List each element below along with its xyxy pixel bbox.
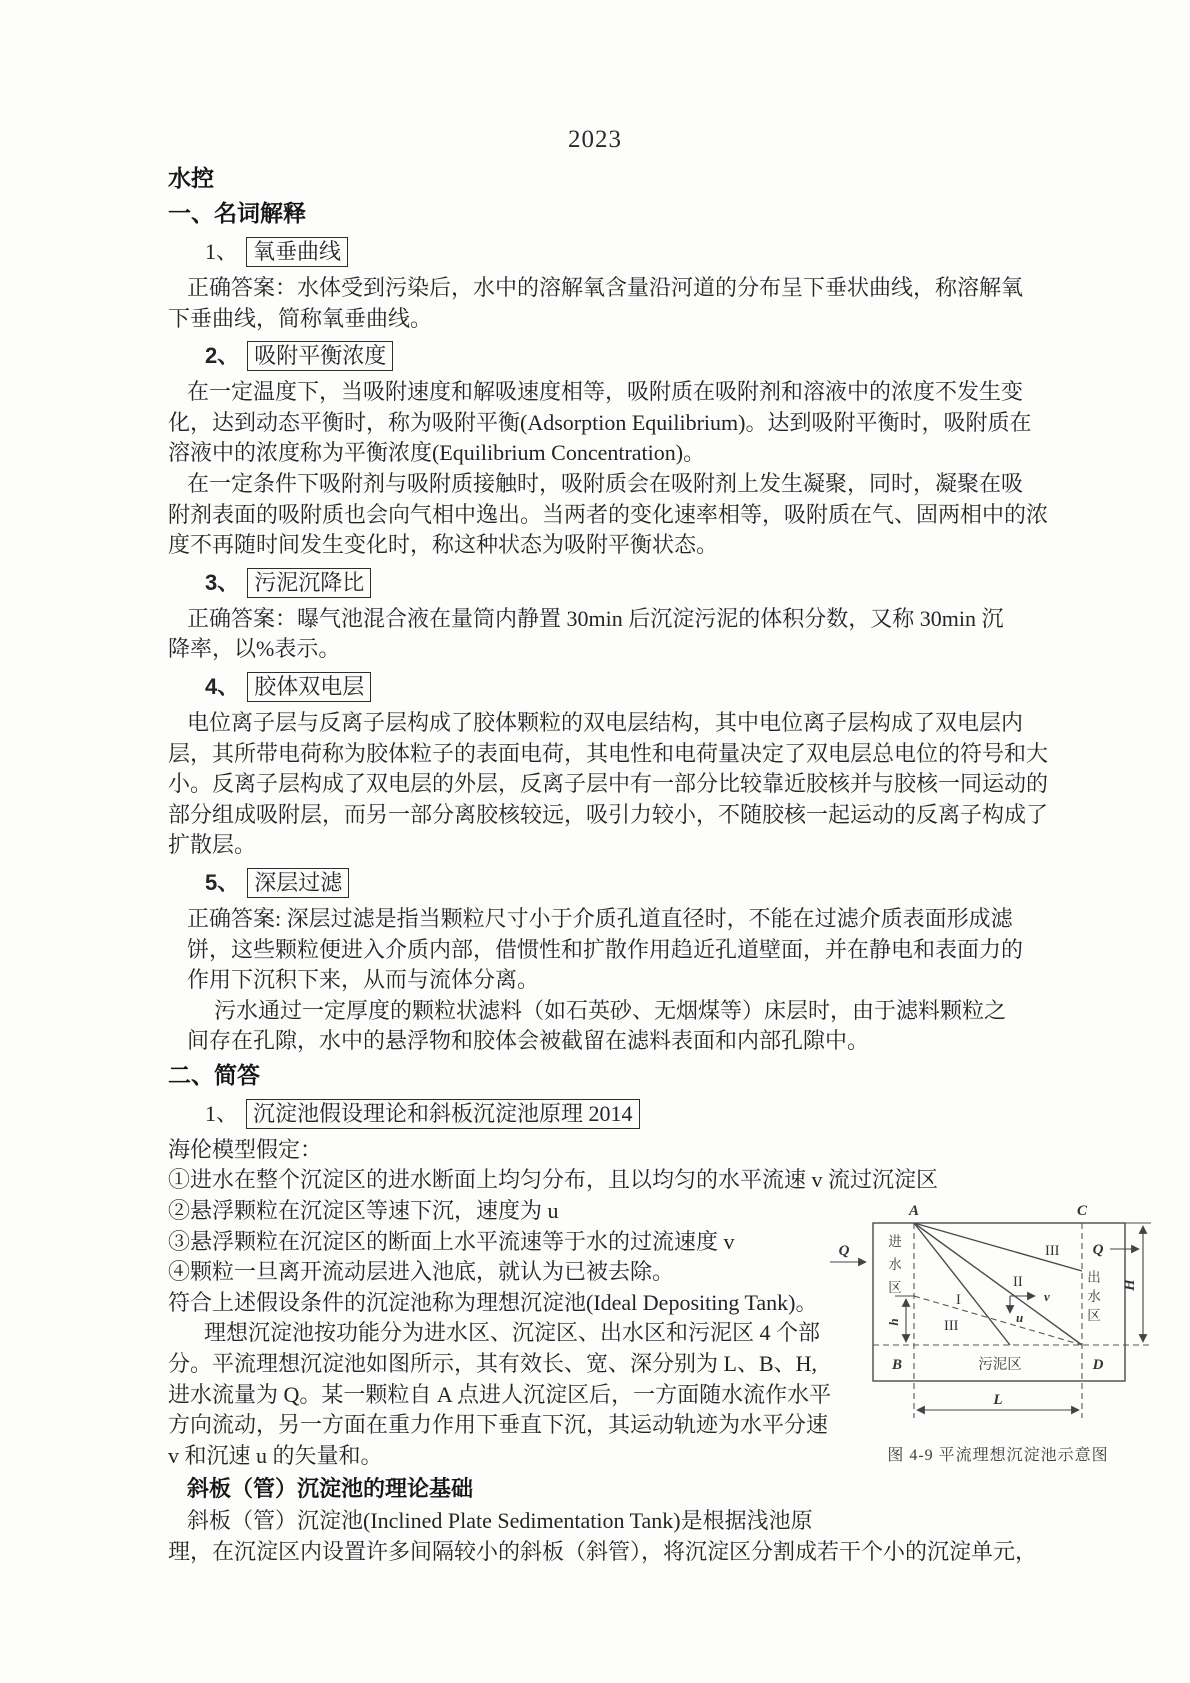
text-line: 分。平流理想沉淀池如图所示，其有效长、宽、深分别为 L、B、H, <box>168 1351 818 1377</box>
boxed-term: 氧垂曲线 <box>246 237 348 267</box>
text-line: 斜板（管）沉淀池(Inclined Plate Sedimentation Tank)是根据浅池原 <box>187 1508 813 1534</box>
page-title: 2023 <box>568 126 622 153</box>
text-line: ④颗粒一旦离开流动层进入池底，就认为已被去除。 <box>168 1259 675 1285</box>
trajectory-line-3 <box>914 1223 1010 1345</box>
text-line: 正确答案：水体受到污染后，水中的溶解氧含量沿河道的分布呈下垂状曲线，称溶解氧 <box>187 275 1024 300</box>
inlet-zone-label: 进水区 <box>888 1234 902 1295</box>
section-heading: 水控 <box>168 165 214 191</box>
text-line: 间存在孔隙，水中的悬浮物和胶体会被截留在滤料表面和内部孔隙中。 <box>187 1028 870 1054</box>
figure-caption: 图 4-9 平流理想沉淀池示意图 <box>887 1447 1109 1464</box>
text-line: ①进水在整个沉淀区的进水断面上均匀分布，且以均匀的水平流速 v 流过沉淀区 <box>168 1167 939 1193</box>
zone-iii-lower-label: III <box>944 1318 959 1334</box>
term-item <box>168 1099 1022 1129</box>
boxed-term: 胶体双电层 <box>247 672 371 702</box>
outlet-zone-label: 出水区 <box>1087 1270 1101 1323</box>
depth-dimension-label: H <box>1122 1279 1138 1291</box>
text-line: 在一定条件下吸附剂与吸附质接触时，吸附质会在吸附剂上发生凝聚，同时，凝聚在吸 <box>187 470 1024 496</box>
inflow-q-label: Q <box>838 1243 850 1259</box>
text-line: 化，达到动态平衡时，称为吸附平衡(Adsorption Equilibrium)。达到吸附平衡时，吸附质在 <box>168 409 1032 435</box>
text-line: 污水通过一定厚度的颗粒状滤料（如石英砂、无烟煤等）床层时，由于滤料颗粒之 <box>214 997 1007 1023</box>
text-line: ③悬浮颗粒在沉淀区的断面上水平流速等于水的过流速度 v <box>168 1228 735 1254</box>
text-line: 作用下沉积下来，从而与流体分离。 <box>187 967 540 993</box>
term-item <box>168 568 1022 598</box>
ideal-settling-tank-diagram <box>782 1198 1182 1490</box>
corner-d-label: D <box>1092 1357 1104 1373</box>
text-line: 饼，这些颗粒便进入介质内部，借惯性和扩散作用趋近孔道壁面，并在静电和表面力的 <box>187 936 1024 962</box>
text-line: 下垂曲线，简称氧垂曲线。 <box>168 305 433 331</box>
text-line: 扩散层。 <box>168 832 257 858</box>
corner-c-label: C <box>1076 1203 1088 1219</box>
outflow-q-label: Q <box>1092 1242 1104 1258</box>
text-line: 在一定温度下，当吸附速度和解吸速度相等，吸附质在吸附剂和溶液中的浓度不发生变 <box>187 379 1024 405</box>
item-number: 5、 <box>205 869 240 895</box>
text-line: 层，其所带电荷称为胶体粒子的表面电荷，其电性和电荷量决定了双电层总电位的符号和大 <box>168 740 1049 766</box>
text-line: 理想沉淀池按功能分为进水区、沉淀区、出水区和污泥区 4 个部 <box>204 1320 821 1346</box>
text-line: 正确答案：曝气池混合液在量筒内静置 30min 后沉淀污泥的体积分数，又称 30min 沉 <box>187 605 1004 631</box>
text-line: v 和沉速 u 的矢量和。 <box>168 1442 383 1468</box>
critical-trajectory-dashed <box>914 1296 1082 1345</box>
text-line: 溶液中的浓度称为平衡浓度(Equilibrium Concentration)。 <box>168 440 706 466</box>
boxed-term: 吸附平衡浓度 <box>247 341 393 371</box>
text-line: 海伦模型假定： <box>168 1136 323 1162</box>
zone-i-label: I <box>956 1292 961 1308</box>
text-line: 部分组成吸附层，而另一部分离胶核较远，吸引力较小，不随胶核一起运动的反离子构成了 <box>168 801 1049 827</box>
zone-ii-label: II <box>1013 1274 1023 1290</box>
h-dimension-label: h <box>886 1318 901 1326</box>
text-line: 符合上述假设条件的沉淀池称为理想沉淀池(Ideal Depositing Tank)。 <box>168 1289 818 1315</box>
text-line: 降率，以%表示。 <box>168 636 341 662</box>
zone-iii-upper-label: III <box>1045 1243 1060 1259</box>
corner-b-label: B <box>891 1357 903 1373</box>
term-item <box>168 237 1022 267</box>
term-item <box>168 341 1022 371</box>
length-dimension-label: L <box>993 1392 1003 1408</box>
section-heading: 二、简答 <box>168 1061 260 1088</box>
item-number: 1、 <box>205 1100 239 1126</box>
term-item <box>168 672 1022 702</box>
text-line: 度不再随时间发生变化时，称这种状态为吸附平衡状态。 <box>168 532 719 558</box>
figure-4-9 <box>782 1198 1182 1490</box>
text-line: 小。反离子层构成了双电层的外层，反离子层中有一部分比较靠近胶核并与胶核一同运动的 <box>168 771 1049 797</box>
sub-heading: 斜板（管）沉淀池的理论基础 <box>187 1476 474 1502</box>
item-number: 2、 <box>205 343 240 369</box>
v-vector-label: v <box>1044 1289 1050 1304</box>
text-line: 附剂表面的吸附质也会向气相中逸出。当两者的变化速率相等，吸附质在气、固两相中的浓 <box>168 501 1049 527</box>
u-vector-label: u <box>1016 1310 1024 1325</box>
text-line: 电位离子层与反离子层构成了胶体颗粒的双电层结构，其中电位离子层构成了双电层内 <box>187 709 1024 735</box>
corner-a-label: A <box>908 1203 920 1219</box>
item-number: 4、 <box>205 673 240 699</box>
boxed-term: 污泥沉降比 <box>247 568 371 598</box>
trajectory-line-2 <box>914 1223 1082 1345</box>
boxed-term: 沉淀池假设理论和斜板沉淀池原理 2014 <box>246 1099 640 1129</box>
item-number: 3、 <box>205 569 240 595</box>
item-number: 1、 <box>205 239 239 264</box>
section-heading: 一、名词解释 <box>168 200 306 226</box>
text-line: 方向流动，另一方面在重力作用下垂直下沉，其运动轨迹为水平分速 <box>168 1412 829 1438</box>
sludge-zone-label: 污泥区 <box>978 1357 1022 1373</box>
text-line: 进水流量为 Q。某一颗粒自 A 点进人沉淀区后，一方面随水流作水平 <box>168 1381 832 1407</box>
text-line: ②悬浮颗粒在沉淀区等速下沉，速度为 u <box>168 1198 559 1224</box>
boxed-term: 深层过滤 <box>247 868 349 898</box>
term-item <box>168 868 1022 898</box>
text-line: 正确答案: 深层过滤是指当颗粒尺寸小于介质孔道直径时，不能在过滤介质表面形成滤 <box>187 905 1013 931</box>
text-line: 理，在沉淀区内设置许多间隔较小的斜板（斜管），将沉淀区分割成若干个小的沉淀单元， <box>168 1539 1038 1564</box>
